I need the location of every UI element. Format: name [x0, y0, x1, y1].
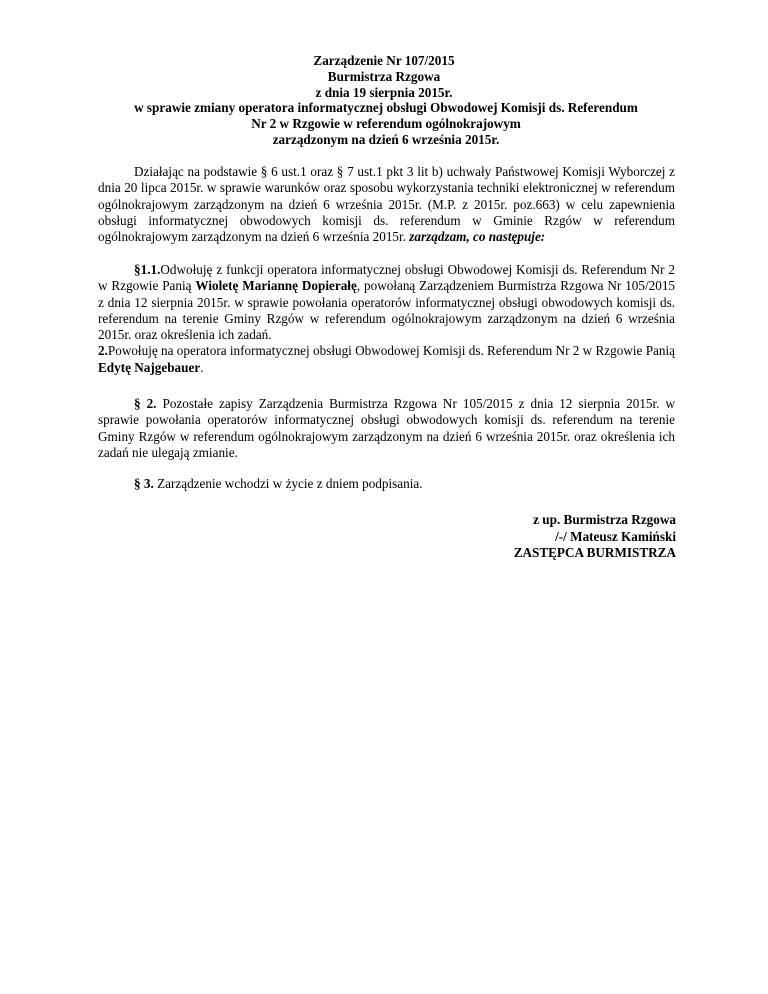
document-subject	[98, 100, 674, 148]
issuer: Burmistrza Rzgowa	[327, 69, 441, 84]
section-1-text-c: Powołuję na operatora informatycznej obsługi Obwodowej Komisji ds. Referendum Nr 2 w Rzgowie Panią	[107, 343, 675, 359]
section-2-label: § 2.	[134, 396, 157, 411]
subject-line-3: zarządzonym na dzień 6 września 2015r.	[272, 132, 500, 147]
section-1-point-2-label: 2.	[98, 343, 108, 359]
section-1-text-b: , powołaną Zarządzeniem Burmistrza Rzgowa Nr 105/2015 z dnia 12 sierpnia 2015r. w sprawie powołania operatorów informatycznej obsługi obwodowych komisji ds. referendum na terenie Gminy Rzgów w referendum ogólnokrajowym zarządzonym na dzień 6 września 2015r. oraz określenia ich zadań.	[98, 278, 676, 343]
person-appointed: Edytę Najgebauer	[98, 359, 201, 375]
preamble-text: Działając na podstawie § 6 ust.1 oraz § 7 ust.1 pkt 3 lit b) uchwały Państwowej Komisji Wyborczej z dnia 20 lipca 2015r. w sprawie warunków oraz sposobu wykorzystania techniki elektronicznej w referendum ogólnokrajowym zarządzonym na dzień 6 września 2015r. (M.P. z 2015r. poz.663) w celu zapewnienia obsługi informatycznej obwodowych komisji ds. referendum w Gminie Rzgów w referendum ogólnokrajowym zarządzonym na dzień 6 września 2015r.	[98, 164, 675, 245]
issue-date: z dnia 19 sierpnia 2015r.	[315, 85, 453, 100]
signature-line-1: z up. Burmistrza Rzgowa	[533, 512, 676, 527]
subject-line-2: Nr 2 w Rzgowie w referendum ogólnokrajowym	[251, 116, 521, 131]
document-title: Zarządzenie Nr 107/2015	[313, 53, 455, 68]
preamble-paragraph	[98, 164, 675, 245]
signature-block	[480, 512, 676, 562]
subject-line-1: w sprawie zmiany operatora informatycznej obsługi Obwodowej Komisji ds. Referendum	[134, 100, 638, 115]
section-2-paragraph	[98, 396, 675, 461]
person-dismissed: Wioletę Mariannę Dopierałę	[195, 278, 357, 294]
section-1-paragraph	[98, 262, 675, 376]
signature-title: ZASTĘPCA BURMISTRZA	[513, 545, 676, 560]
preamble-closing: zarządzam, co następuje:	[409, 229, 546, 245]
section-1-end: .	[200, 359, 204, 375]
section-2-text: Pozostałe zapisy Zarządzenia Burmistrza Rzgowa Nr 105/2015 z dnia 12 sierpnia 2015r. w sprawie powołania operatorów informatycznej obsługi obwodowych komisji ds. referendum na terenie Gminy Rzgów w referendum ogólnokrajowym zarządzonym na dzień 6 września 2015r. oraz określenia ich zadań nie ulegają zmianie.	[98, 396, 676, 460]
section-3-label: § 3.	[134, 476, 154, 491]
section-1-label: §1.1.	[134, 262, 161, 277]
signature-name: /-/ Mateusz Kamiński	[555, 528, 676, 544]
document-header	[0, 53, 768, 101]
section-1-text-a: Odwołuję z funkcji operatora informatycznej obsługi Obwodowej Komisji ds. Referendum Nr 2 w Rzgowie Panią	[98, 262, 675, 294]
section-3-paragraph	[98, 476, 675, 492]
section-3-text: Zarządzenie wchodzi w życie z dniem podpisania.	[157, 476, 423, 491]
